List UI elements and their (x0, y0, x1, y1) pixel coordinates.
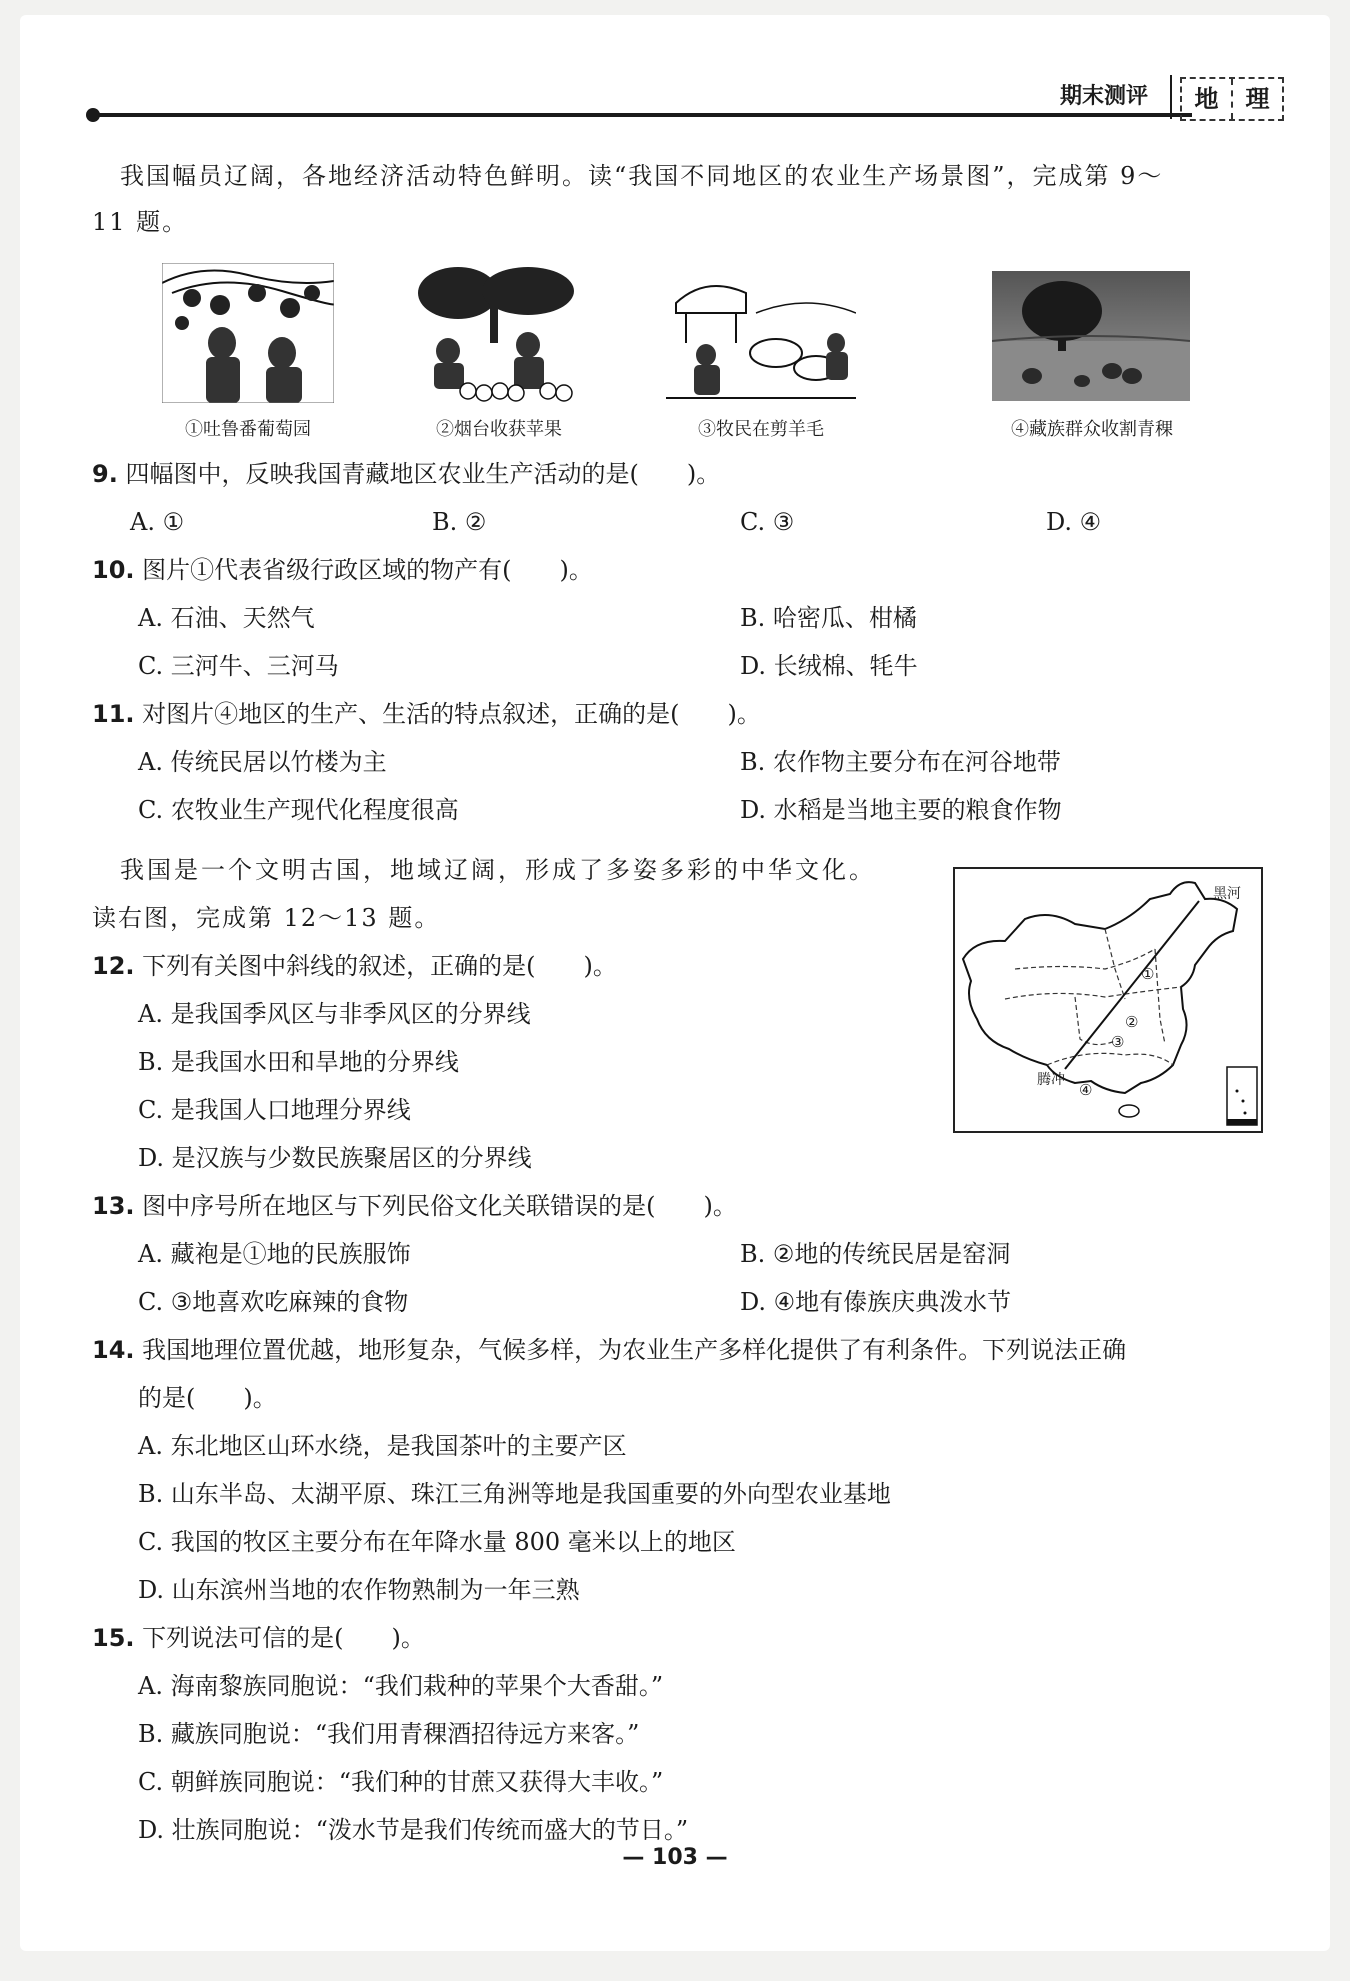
question-number: 12. (92, 952, 135, 980)
option-a: A. 海南黎族同胞说：“我们栽种的苹果个大香甜。” (138, 1672, 664, 1700)
header-divider (1170, 75, 1172, 119)
apple-harvest-picture (408, 263, 586, 403)
grape-harvest-picture (162, 263, 334, 403)
question-14 (92, 1331, 1126, 1369)
option-d: D. 山东滨州当地的农作物熟制为一年三熟 (138, 1576, 580, 1604)
picture-caption: ①吐鲁番葡萄园 (185, 419, 311, 440)
map-marker-3: ③ (1111, 1033, 1125, 1051)
question-15 (92, 1619, 425, 1657)
option-b: B. 山东半岛、太湖平原、珠江三角洲等地是我国重要的外向型农业基地 (138, 1480, 891, 1508)
page-number: — 103 — (622, 1845, 728, 1870)
question-number: 14. (92, 1336, 135, 1364)
question-stem: 对图片④地区的生产、生活的特点叙述，正确的是( )。 (142, 700, 761, 728)
map-marker-4: ④ (1079, 1081, 1093, 1099)
option-b: B. 农作物主要分布在河谷地带 (740, 748, 1061, 776)
question-11 (92, 695, 761, 733)
question-9 (92, 455, 720, 493)
option-a: A. 传统民居以竹楼为主 (138, 748, 387, 776)
subject-char: 理 (1231, 79, 1282, 119)
map-marker-1: ① (1141, 965, 1155, 983)
intro-line: 11 题。 (92, 208, 189, 236)
question-number: 11. (92, 700, 135, 728)
option-b: B. ② (432, 508, 487, 536)
question-stem: 下列有关图中斜线的叙述，正确的是( )。 (142, 952, 617, 980)
question-stem: 图片①代表省级行政区域的物产有( )。 (142, 556, 593, 584)
question-stem-continued: 的是( )。 (138, 1384, 277, 1412)
picture-caption: ④藏族群众收割青稞 (1011, 419, 1173, 440)
question-stem: 四幅图中，反映我国青藏地区农业生产活动的是( )。 (125, 460, 721, 488)
option-d: D. 长绒棉、牦牛 (740, 652, 918, 680)
question-number: 15. (92, 1624, 135, 1652)
option-a: A. 是我国季风区与非季风区的分界线 (138, 1000, 531, 1028)
section-title: 期末测评 (1060, 84, 1149, 109)
option-b: B. 是我国水田和旱地的分界线 (138, 1048, 459, 1076)
question-12 (92, 947, 617, 985)
sheep-shearing-picture (666, 273, 856, 403)
subject-char: 地 (1194, 85, 1219, 113)
header-rule (92, 113, 1192, 117)
option-d: D. ④地有傣族庆典泼水节 (740, 1288, 1012, 1316)
exam-page (20, 15, 1330, 1951)
option-a: A. 石油、天然气 (138, 604, 315, 632)
option-d: D. 水稻是当地主要的粮食作物 (740, 796, 1062, 824)
question-number: 10. (92, 556, 135, 584)
option-c: C. ③地喜欢吃麻辣的食物 (138, 1288, 409, 1316)
question-stem: 下列说法可信的是( )。 (142, 1624, 425, 1652)
question-number: 9. (92, 460, 118, 488)
option-d: D. 是汉族与少数民族聚居区的分界线 (138, 1144, 532, 1172)
option-a: A. 藏袍是①地的民族服饰 (138, 1240, 411, 1268)
picture-caption: ②烟台收获苹果 (436, 419, 562, 440)
option-a: A. 东北地区山环水绕，是我国茶叶的主要产区 (138, 1432, 627, 1460)
question-number: 13. (92, 1192, 135, 1220)
option-c: C. 农牧业生产现代化程度很高 (138, 796, 459, 824)
option-d: D. ④ (1046, 508, 1102, 536)
subject-box (1180, 77, 1284, 121)
china-map (953, 867, 1263, 1133)
option-b: B. ②地的传统民居是窑洞 (740, 1240, 1011, 1268)
option-b: B. 藏族同胞说：“我们用青稞酒招待远方来客。” (138, 1720, 640, 1748)
intro-line: 我国幅员辽阔，各地经济活动特色鲜明。读“我国不同地区的农业生产场景图”，完成第 9～ (120, 162, 1164, 190)
option-c: C. 是我国人口地理分界线 (138, 1096, 411, 1124)
question-stem: 图中序号所在地区与下列民俗文化关联错误的是( )。 (142, 1192, 737, 1220)
question-10 (92, 551, 593, 589)
question-13 (92, 1187, 737, 1225)
intro-line: 读右图，完成第 12～13 题。 (92, 904, 441, 932)
option-b: B. 哈密瓜、柑橘 (740, 604, 917, 632)
intro-line: 我国是一个文明古国，地域辽阔，形成了多姿多彩的中华文化。 (120, 856, 876, 884)
question-stem: 我国地理位置优越，地形复杂，气候多样，为农业生产多样化提供了有利条件。下列说法正确 (142, 1336, 1127, 1364)
map-marker-2: ② (1125, 1013, 1139, 1031)
map-label-heihe: 黑河 (1213, 886, 1241, 902)
option-d: D. 壮族同胞说：“泼水节是我们传统而盛大的节日。” (138, 1816, 689, 1844)
option-c: C. 我国的牧区主要分布在年降水量 800 毫米以上的地区 (138, 1528, 736, 1556)
picture-caption: ③牧民在剪羊毛 (698, 419, 824, 440)
option-c: C. 三河牛、三河马 (138, 652, 339, 680)
map-label-tengchong: 腾冲 (1037, 1072, 1065, 1088)
option-a: A. ① (130, 508, 185, 536)
barley-harvest-picture (992, 271, 1190, 401)
option-c: C. 朝鲜族同胞说：“我们种的甘蔗又获得大丰收。” (138, 1768, 664, 1796)
option-c: C. ③ (740, 508, 795, 536)
